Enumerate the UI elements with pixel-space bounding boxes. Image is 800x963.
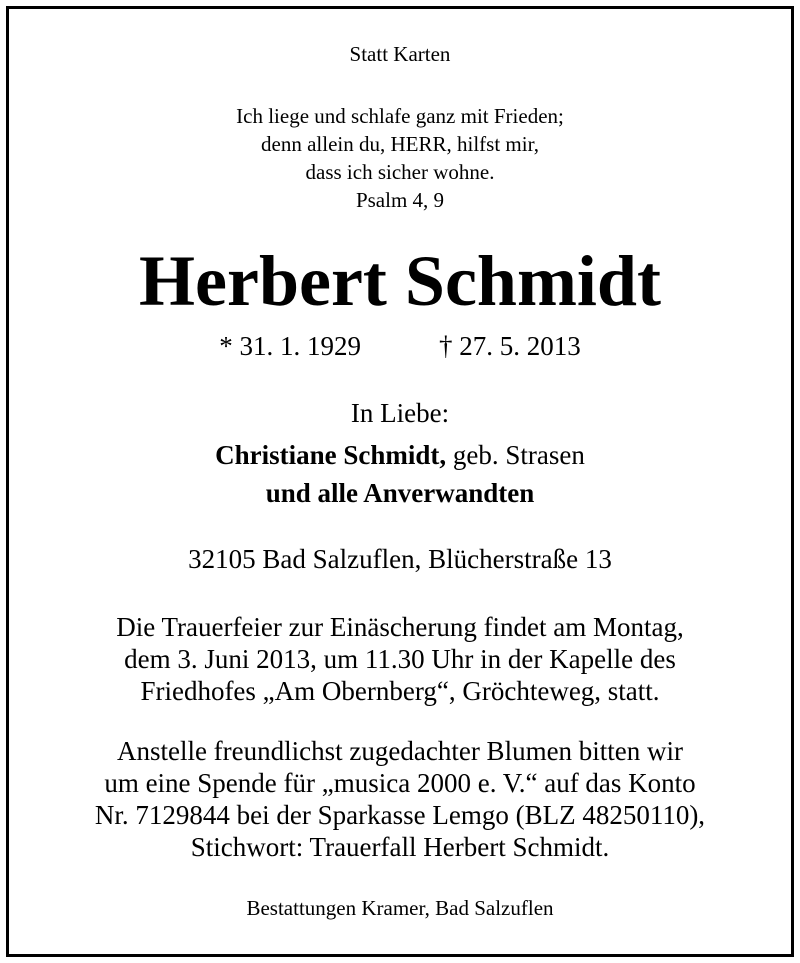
verse-line-1: Ich liege und schlafe ganz mit Frieden; [236,104,564,128]
donation-line-3: Nr. 7129844 bei der Sparkasse Lemgo (BLZ 48250110), [94,800,706,830]
birth-date: * 31. 1. 1929 [219,331,361,361]
verse-line-3: dass ich sicher wohne. [305,160,495,184]
ceremony-line-3: Friedhofes „Am Obernberg“, Gröchteweg, statt. [140,676,660,706]
primary-mourner-suffix: geb. Strasen [452,440,585,470]
footer-funeral-home: Bestattungen Kramer, Bad Salzuflen [246,896,554,920]
address: 32105 Bad Salzuflen, Blücherstraße 13 [188,544,612,574]
donation-line-1: Anstelle freundlichst zugedachter Blumen bitten wir [116,736,684,766]
header-statt-karten: Statt Karten [349,42,451,66]
deceased-name: Herbert Schmidt [139,241,661,321]
mourners-primary [0,440,800,471]
primary-mourner-name: Christiane Schmidt, [215,440,447,470]
ceremony-line-2: dem 3. Juni 2013, um 11.30 Uhr in der Kapelle des [124,644,676,674]
mourners-others: und alle Anverwandten [265,478,535,508]
donation-line-4: Stichwort: Trauerfall Herbert Schmidt. [190,832,610,862]
death-date: † 27. 5. 2013 [439,331,581,361]
life-dates [0,331,800,362]
mourners-intro: In Liebe: [350,398,450,428]
donation-line-2: um eine Spende für „musica 2000 e. V.“ auf das Konto [104,768,696,798]
verse-reference: Psalm 4, 9 [355,188,445,212]
verse-line-2: denn allein du, HERR, hilfst mir, [261,132,539,156]
ceremony-line-1: Die Trauerfeier zur Einäscherung findet am Montag, [116,612,684,642]
